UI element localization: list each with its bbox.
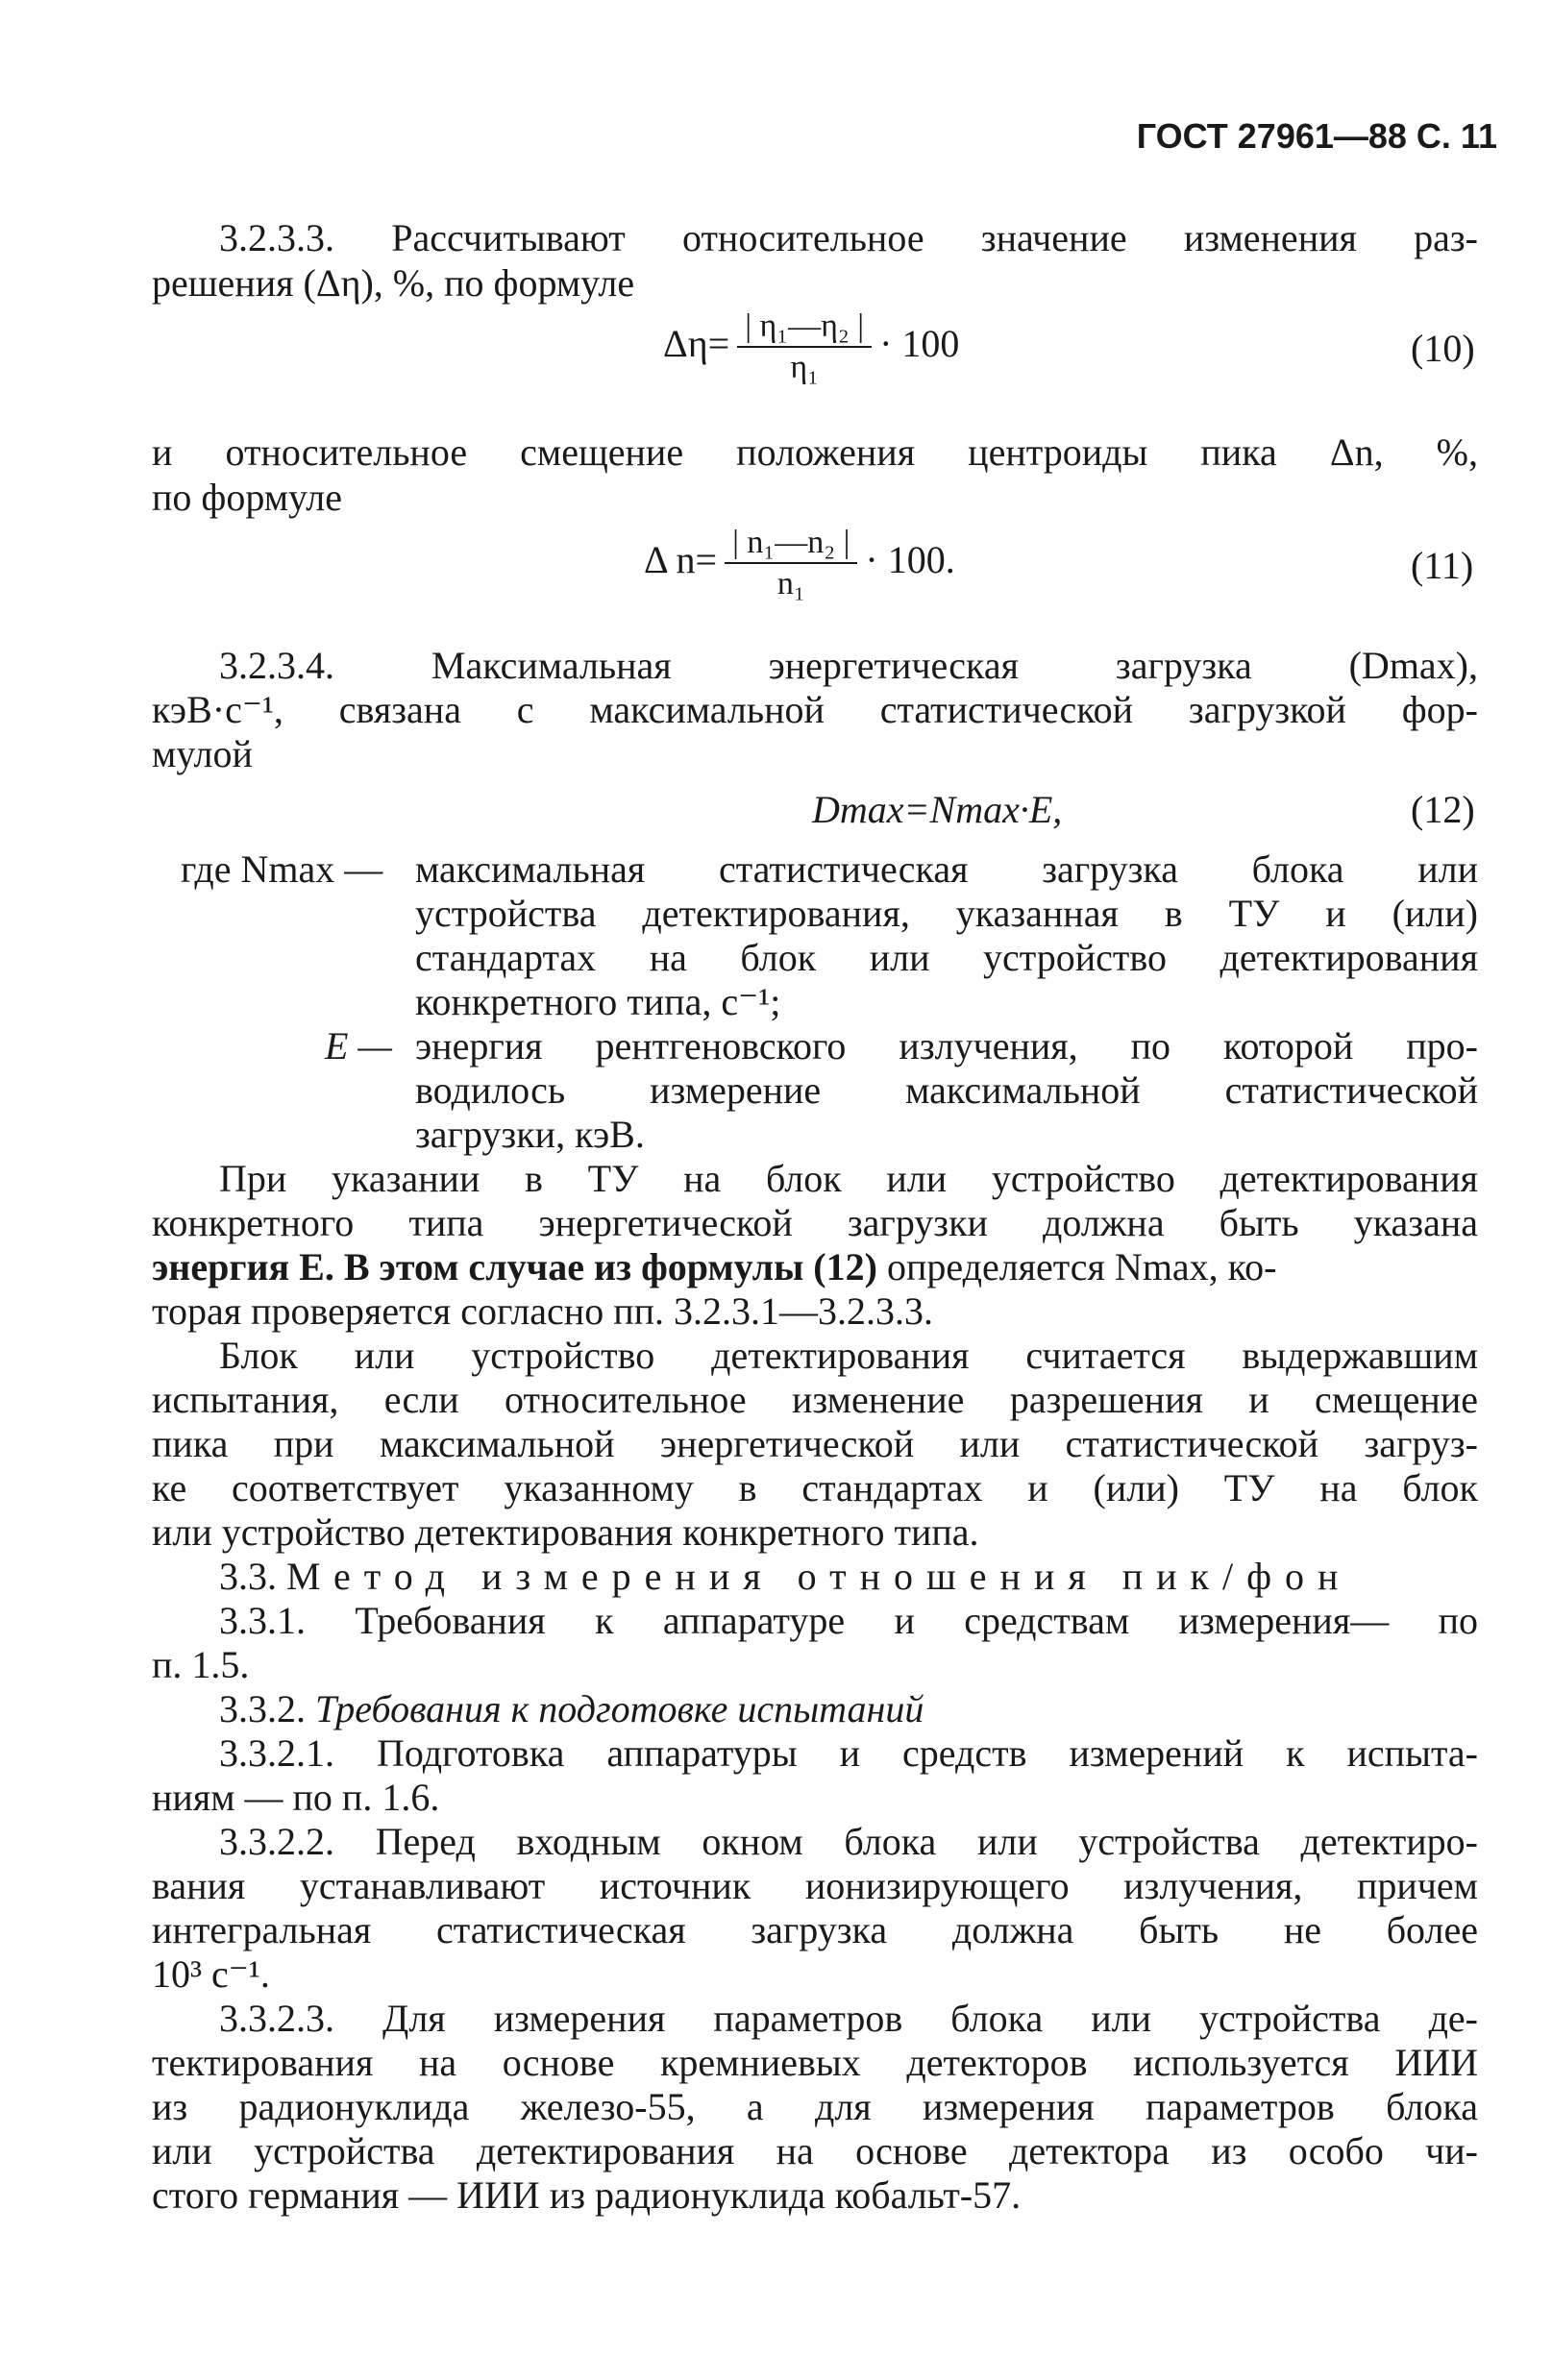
para-block-line-5: или устройство детектирования конкретного типа. xyxy=(152,1510,979,1554)
formula-11 xyxy=(644,524,955,604)
def-nmax-line-2: устройства детектирования, указанная в ТУ и (или) xyxy=(415,892,1478,935)
para-3322-line-1: 3.3.2.2. Перед входным окном блока или устройства детектиро- xyxy=(219,1820,1478,1863)
formula-10-lhs: Δη= xyxy=(663,322,730,366)
para-3323-line-5: стого германия — ИИИ из радионуклида кобальт-57. xyxy=(152,2173,1022,2217)
shift-line-1: и относительное смещение положения центроиды пика Δn, %, xyxy=(152,430,1478,474)
def-e-line-3: загрузки, кэВ. xyxy=(415,1113,645,1156)
para-3234-line-2: кэВ·с⁻¹, связана с максимальной статистической загрузкой фор- xyxy=(152,688,1478,731)
formula-10-denominator: η₁ xyxy=(790,350,819,385)
formula-11-denominator: n₁ xyxy=(776,566,805,601)
formula-11-rhs: · 100. xyxy=(865,538,955,582)
def-nmax-line-4: конкретного типа, с⁻¹; xyxy=(415,980,781,1023)
para-3322-line-2: вания устанавливают источник ионизирующего излучения, причем xyxy=(152,1864,1478,1907)
para-331-line-1: 3.3.1. Требования к аппаратуре и средствам измерения— по xyxy=(219,1599,1478,1642)
para-energy-line-1: При указании в ТУ на блок или устройство детектирования xyxy=(219,1157,1478,1200)
formula-10 xyxy=(663,307,959,388)
shift-line-2: по формуле xyxy=(152,476,342,519)
para-3321-line-1: 3.3.2.1. Подготовка аппаратуры и средств измерений к испыта- xyxy=(219,1731,1478,1775)
formula-10-fraction xyxy=(737,307,872,388)
para-energy-line-3-rest: определяется Nmax, ко- xyxy=(876,1245,1277,1288)
para-3233-line-1: 3.2.3.3. Рассчитывают относительное значение изменения раз- xyxy=(219,216,1478,259)
formula-12: Dmax=Nmax·E, xyxy=(812,788,1063,831)
formula-12-number: (12) xyxy=(1411,788,1475,831)
para-3321-line-2: ниям — по п. 1.6. xyxy=(152,1776,440,1819)
para-energy-line-3-bold: энергия E. В этом случае из формулы (12) xyxy=(152,1245,877,1288)
para-3233-line-2: решения (Δη), %, по формуле xyxy=(152,261,635,305)
section-332-title: Требования к подготовке испытаний xyxy=(315,1687,924,1730)
para-block-line-4: ке соответствует указанному в стандартах и (или) ТУ на блок xyxy=(152,1466,1478,1509)
section-3-3-heading xyxy=(219,1555,1545,1599)
para-3323-line-2: тектирования на основе кремниевых детекторов используется ИИИ xyxy=(152,2041,1478,2084)
section-332-number: 3.3.2. xyxy=(219,1687,306,1730)
section-3-3-title: Метод измерения отношения пик/фон xyxy=(286,1555,1352,1598)
formula-11-fraction xyxy=(725,524,857,604)
para-block-line-1: Блок или устройство детектирования считается выдержавшим xyxy=(219,1334,1478,1377)
formula-10-rhs: · 100 xyxy=(879,322,960,366)
para-3322-line-4: 10³ с⁻¹. xyxy=(152,1952,270,1996)
para-3322-line-3: интегральная статистическая загрузка должна быть не более xyxy=(152,1908,1478,1951)
para-3323-line-3: из радионуклида железо-55, а для измерения параметров блока xyxy=(152,2085,1478,2128)
def-e-line-1: энергия рентгеновского излучения, по которой про- xyxy=(415,1024,1478,1067)
section-332-heading xyxy=(219,1687,1545,1731)
formula-11-lhs: Δ n= xyxy=(644,538,718,582)
def-nmax-line-1: максимальная статистическая загрузка блока или xyxy=(415,847,1478,891)
def-nmax-term: где Nmax — xyxy=(181,847,383,891)
para-energy-line-3 xyxy=(152,1245,1478,1289)
para-block-line-3: пика при максимальной энергетической или статистической загруз- xyxy=(152,1422,1478,1465)
formula-11-numerator: | n₁—n₂ | xyxy=(725,524,857,564)
def-e-line-2: водилось измерение максимальной статистической xyxy=(415,1068,1478,1112)
formula-10-number: (10) xyxy=(1411,327,1475,370)
para-energy-line-4: торая проверяется согласно пп. 3.2.3.1—3.2.3.3. xyxy=(152,1289,934,1333)
def-e-term: E — xyxy=(325,1024,392,1067)
para-3234-line-3: мулой xyxy=(152,732,253,775)
formula-10-numerator: | η₁—η₂ | xyxy=(737,307,872,348)
formula-11-number: (11) xyxy=(1411,544,1474,587)
para-3234-line-1: 3.2.3.4. Максимальная энергетическая загрузка (Dmax), xyxy=(219,644,1478,687)
page-header: ГОСТ 27961—88 С. 11 xyxy=(1136,116,1497,156)
para-331-line-2: п. 1.5. xyxy=(152,1643,250,1686)
para-energy-line-2: конкретного типа энергетической загрузки должна быть указана xyxy=(152,1201,1478,1244)
para-3323-line-4: или устройства детектирования на основе детектора из особо чи- xyxy=(152,2129,1478,2172)
para-3323-line-1: 3.3.2.3. Для измерения параметров блока или устройства де- xyxy=(219,1997,1478,2040)
def-nmax-line-3: стандартах на блок или устройство детектирования xyxy=(415,936,1478,979)
section-3-3-number: 3.3. xyxy=(219,1555,277,1598)
para-block-line-2: испытания, если относительное изменение разрешения и смещение xyxy=(152,1378,1478,1421)
